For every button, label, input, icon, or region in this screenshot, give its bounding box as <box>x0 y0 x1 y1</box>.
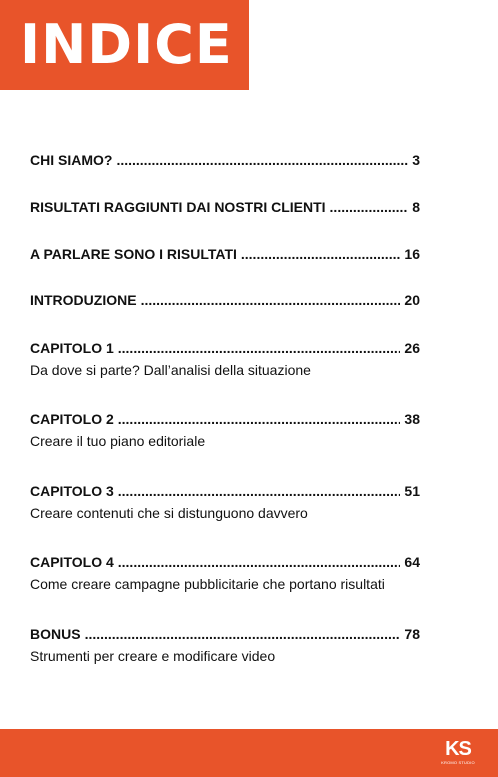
toc-leader-dots <box>118 336 401 360</box>
toc-page-number: 16 <box>404 246 420 262</box>
toc-entry-capitolo-3[interactable] <box>30 479 420 523</box>
toc-page-number: 64 <box>404 554 420 570</box>
toc-line <box>30 148 420 172</box>
footer-bar <box>0 729 498 777</box>
toc-line <box>30 288 420 312</box>
toc-line <box>30 550 420 574</box>
toc-label: CAPITOLO 2 <box>30 407 118 431</box>
toc-page-number: 38 <box>404 411 420 427</box>
toc-leader-dots <box>241 242 401 266</box>
toc-leader-dots <box>116 148 408 172</box>
toc-entry-introduzione[interactable] <box>30 288 420 312</box>
toc-leader-dots <box>330 195 409 219</box>
toc-label: A PARLARE SONO I RISULTATI <box>30 242 241 266</box>
toc-subtitle: Creare il tuo piano editoriale <box>30 433 206 449</box>
toc-line <box>30 479 420 503</box>
header-block <box>0 0 249 90</box>
toc-page-number: 8 <box>412 199 420 215</box>
toc-subtitle: Strumenti per creare e modificare video <box>30 648 276 664</box>
toc-label: CAPITOLO 1 <box>30 336 118 360</box>
toc-entry-chi-siamo[interactable] <box>30 148 420 172</box>
toc-label: CAPITOLO 3 <box>30 479 118 503</box>
toc-entry-capitolo-1[interactable] <box>30 336 420 380</box>
toc-subtitle: Creare contenuti che si distunguono davvero <box>30 505 308 521</box>
toc-label: CHI SIAMO? <box>30 148 116 172</box>
toc-entry-capitolo-2[interactable] <box>30 407 420 451</box>
toc-line <box>30 195 420 219</box>
toc-subtitle: Da dove si parte? Dall’analisi della situazione <box>30 362 311 378</box>
toc-page-number: 51 <box>404 483 420 499</box>
toc-page-number: 3 <box>412 152 420 168</box>
toc-line <box>30 242 420 266</box>
toc-line <box>30 407 420 431</box>
toc-label: BONUS <box>30 622 85 646</box>
kromo-studio-logo <box>438 738 478 770</box>
toc-leader-dots <box>118 407 401 431</box>
toc-page-number: 26 <box>404 340 420 356</box>
toc-subtitle: Come creare campagne pubblicitarie che portano risultati <box>30 576 385 592</box>
toc-entry-risultati-raggiunti[interactable] <box>30 195 420 219</box>
logo-text: KROMO STUDIO <box>441 760 475 765</box>
toc-label: RISULTATI RAGGIUNTI DAI NOSTRI CLIENTI <box>30 195 330 219</box>
toc-entry-a-parlare[interactable] <box>30 242 420 266</box>
toc-entry-bonus[interactable] <box>30 622 420 666</box>
toc-leader-dots <box>118 479 401 503</box>
toc-leader-dots <box>141 288 401 312</box>
toc-page-number: 78 <box>404 626 420 642</box>
page-title: INDICE <box>20 13 233 76</box>
toc-line <box>30 336 420 360</box>
toc-leader-dots <box>85 622 401 646</box>
toc-label: INTRODUZIONE <box>30 288 141 312</box>
toc-entry-capitolo-4[interactable] <box>30 550 420 594</box>
toc-line <box>30 622 420 646</box>
toc-label: CAPITOLO 4 <box>30 550 118 574</box>
logo-mark: KS <box>445 738 471 760</box>
toc-page-number: 20 <box>404 292 420 308</box>
toc-leader-dots <box>118 550 401 574</box>
